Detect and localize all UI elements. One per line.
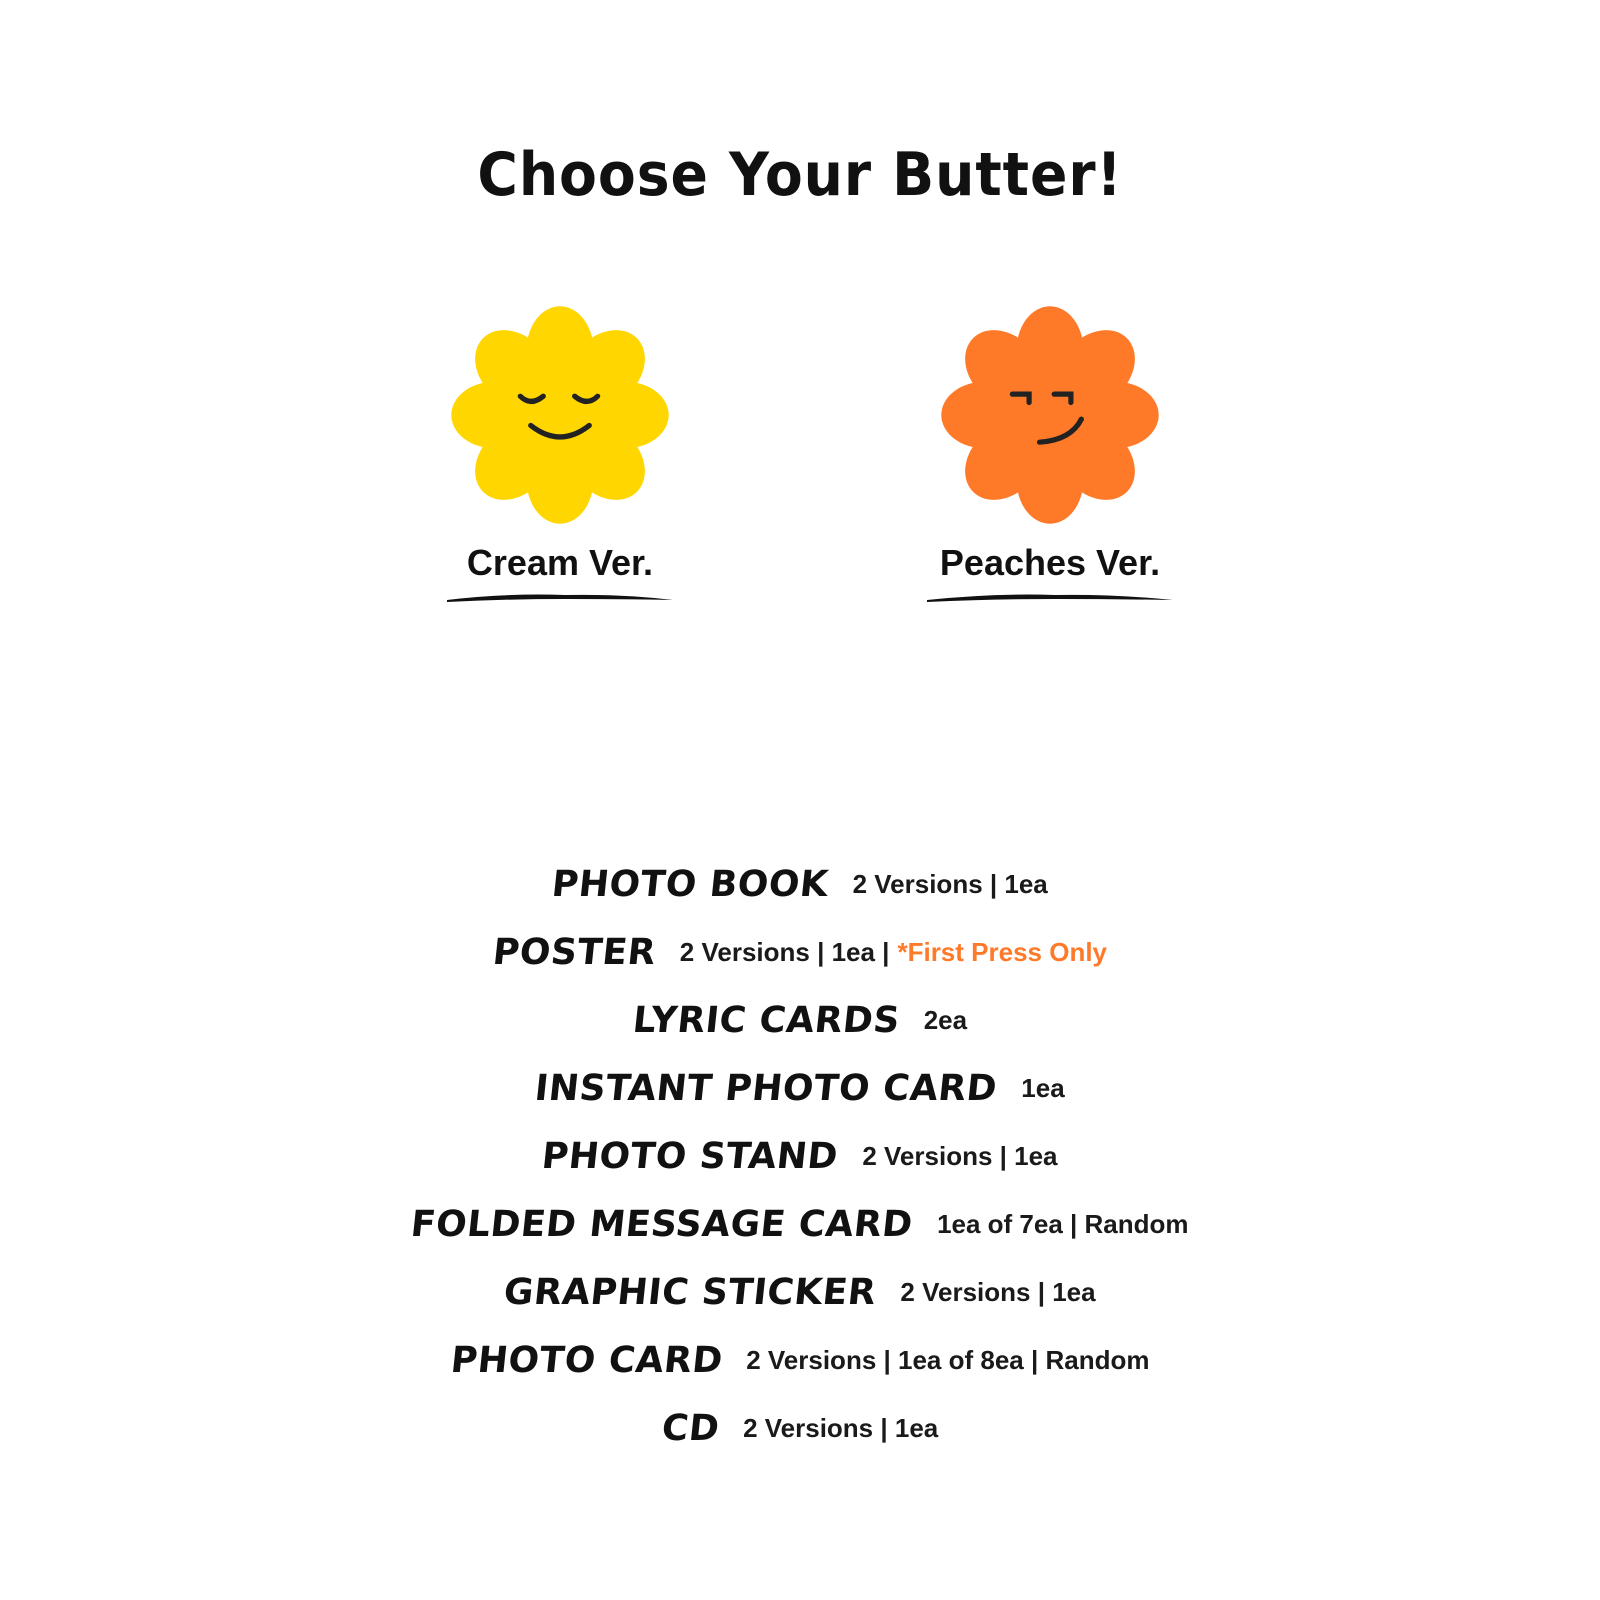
item-name: PHOTO BOOK: [550, 863, 831, 905]
item-name: POSTER: [490, 931, 658, 973]
item-name: GRAPHIC STICKER: [502, 1271, 879, 1313]
item-detail: 2ea: [923, 1004, 968, 1035]
list-item: [0, 986, 1600, 1054]
list-item: [0, 1122, 1600, 1190]
brush-underline: [445, 590, 675, 606]
first-press-note: *First Press Only: [897, 936, 1108, 967]
list-item: [0, 1054, 1600, 1122]
package-contents-list: [0, 850, 1600, 1462]
item-detail: 2 Versions | 1ea: [743, 1412, 939, 1443]
item-detail: 2 Versions | 1ea: [862, 1140, 1058, 1171]
list-item: [0, 1190, 1600, 1258]
item-name: LYRIC CARDS: [630, 999, 902, 1041]
item-detail: 2 Versions | 1ea: [900, 1276, 1096, 1307]
item-name: PHOTO CARD: [448, 1339, 725, 1381]
list-item: [0, 1326, 1600, 1394]
version-label-cream: Cream Ver.: [466, 542, 654, 583]
list-item: [0, 1394, 1600, 1462]
item-detail: 2 Versions | 1ea |: [679, 936, 890, 967]
list-item: [0, 850, 1600, 918]
item-name: INSTANT PHOTO CARD: [533, 1067, 1000, 1109]
item-detail: 2 Versions | 1ea of 8ea | Random: [746, 1344, 1150, 1375]
cream-flower-icon: [445, 300, 675, 530]
item-detail: 2 Versions | 1ea: [852, 868, 1048, 899]
version-label-peaches: Peaches Ver.: [939, 542, 1161, 583]
page-title: Choose Your Butter!: [477, 140, 1123, 210]
list-item: [0, 1258, 1600, 1326]
version-peaches[interactable]: [920, 300, 1180, 606]
item-name: PHOTO STAND: [540, 1135, 841, 1177]
list-item: [0, 918, 1600, 986]
item-detail: 1ea: [1021, 1072, 1065, 1103]
version-cream[interactable]: [430, 300, 690, 606]
peaches-flower-icon: [935, 300, 1165, 530]
item-name: CD: [659, 1407, 722, 1449]
brush-underline: [925, 590, 1175, 606]
item-name: FOLDED MESSAGE CARD: [409, 1203, 916, 1245]
item-detail: 1ea of 7ea | Random: [937, 1208, 1189, 1239]
